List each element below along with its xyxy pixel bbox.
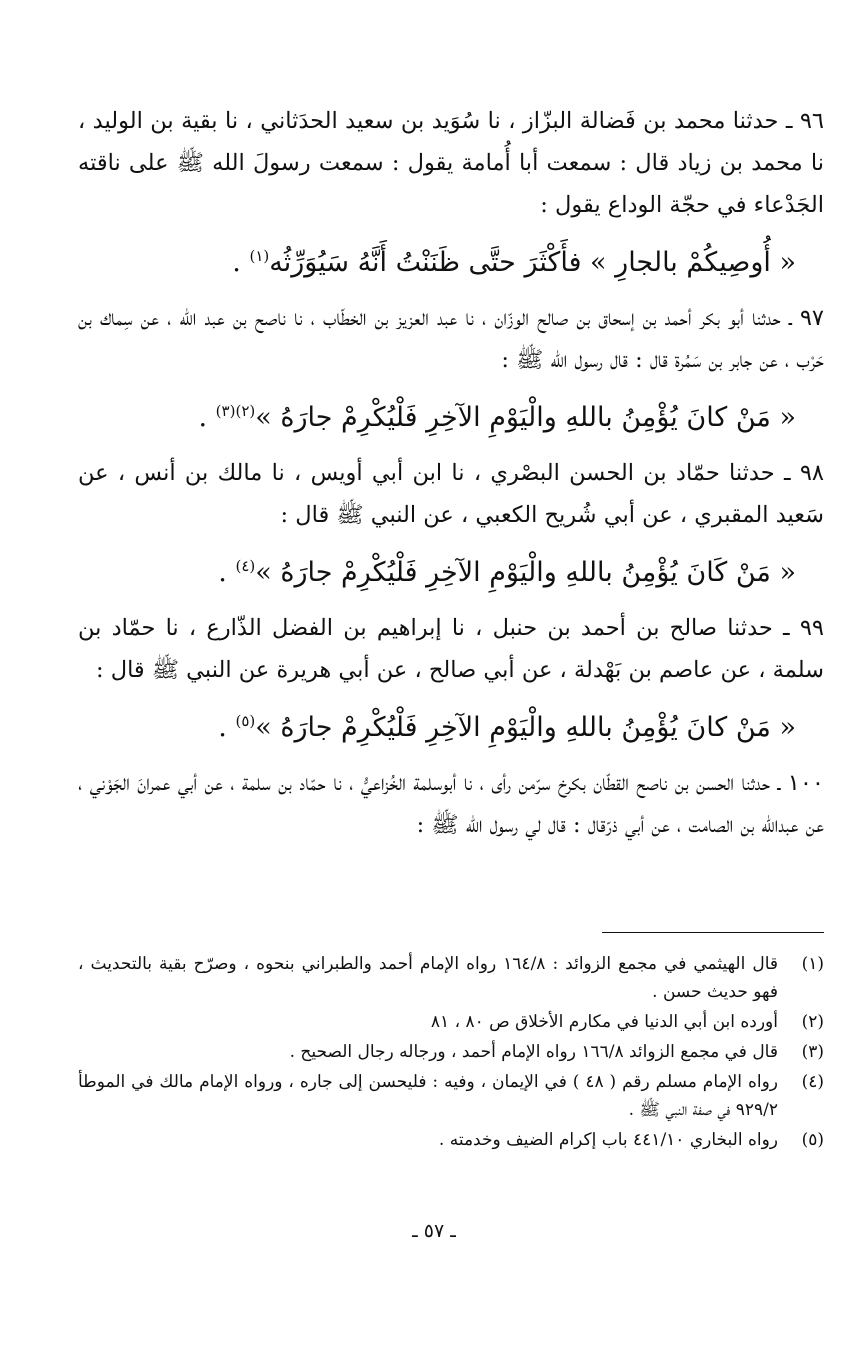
footnote-text: رواه البخاري ٤٤١/١٠ باب إكرام الضيف وخدمته . [438,1130,778,1150]
footnote-text: رواه الإمام مسلم رقم ( ٤٨ ) في الإيمان ، وفيه : فليحسن إلى جاره ، ورواه الإمام مالك في الموطأ ٩٢٩/٢ في صفة النبي ﷺ . [78,1072,778,1120]
page-number: ـ ٥٧ ـ [412,1220,456,1242]
footnote-ref: (٤) [235,557,256,575]
hadith-end: . [232,247,250,278]
footnote-1 [78,950,824,1006]
hadith-98-text [78,546,824,593]
footnote-number: (٢) [801,1012,824,1032]
hadith-end: . [198,402,216,433]
hadith-96-text [78,236,824,283]
hadith-100-chain: ١٠٠ ـ حدثنا الحسن بن ناصح القطّان بكرخ سرّمن رأى ، نا أبوسلمة الخُزاعيُّ ، نا حمّاد بن سلمة ، عن أبي عمرانَ الجَوْني ، عن عبدالله بن الصامت ، عن أبي ذرّقال : قال لي رسول الله ﷺ : [78,770,824,838]
footnote-number: (١) [801,954,824,974]
hadith-text: « مَنْ كانَ يُؤْمِنُ باللهِ والْيَوْمِ الآخِرِ فَلْيُكْرِمْ جارَهُ » [255,402,796,433]
footnote-2 [78,1008,824,1036]
footnote-ref: (٥) [235,712,256,730]
hadith-text: « أُوصِيكُمْ بالجارِ » فأَكْثَرَ حتَّى ظَنَنْتُ أَنَّهُ سَيُوَرِّثُه [269,247,796,278]
hadith-97-chain: ٩٧ ـ حدثنا أبو بكر أحمد بن إسحاق بن صالح الوزّان ، نا عبد العزيز بن الخطّاب ، نا ناصح بن عبد الله ، عن سِماك بن حَرْب ، عن جابر بن سَمُرة قال : قال رسول الله ﷺ : [78,305,824,373]
footnote-text: قال الهيثمي في مجمع الزوائد : ١٦٤/٨ رواه الإمام أحمد والطبراني بنحوه ، وصرّح بقية بالتحديث ، فهو حديث حسن . [78,954,778,1002]
footnote-4 [78,1068,824,1124]
footnote-number: (٤) [801,1072,824,1092]
footnote-number: (٥) [801,1130,824,1150]
footnote-divider [602,932,824,933]
hadith-text: « مَنْ كَانَ يُؤْمِنُ باللهِ والْيَوْمِ الآخِرِ فَلْيُكْرِمْ جارَهُ » [255,557,796,588]
hadith-96-chain: ٩٦ ـ حدثنا محمد بن فَضالة البزّاز ، نا سُوَيد بن سعيد الحدَثاني ، نا بقية بن الوليد ، نا محمد بن زياد قال : سمعت أبا أُمامة يقول : سمعت رسولَ الله ﷺ على ناقته الجَدْعاء في حجّة الوداع يقول : [78,108,824,218]
footnote-text: قال في مجمع الزوائد ١٦٦/٨ رواه الإمام أحمد ، ورجاله رجال الصحيح . [289,1042,778,1062]
hadith-98-chain: ٩٨ ـ حدثنا حمّاد بن الحسن البصْري ، نا ابن أبي أويس ، نا مالك بن أنس ، عن سَعيد المقبري ، عن أبي شُريح الكعبي ، عن النبي ﷺ قال : [78,460,824,528]
footnote-ref: (١) [249,247,270,265]
main-text [78,100,824,846]
hadith-end: . [218,712,236,743]
footnote-ref: (٢)(٣) [215,402,256,420]
hadith-text: « مَنْ كانَ يُؤْمِنُ باللهِ والْيَوْمِ الآخِرِ فَلْيُكْرِمْ جارَهُ » [255,712,796,743]
hadith-99-text [78,701,824,748]
hadith-99-chain: ٩٩ ـ حدثنا صالح بن أحمد بن حنبل ، نا إبراهيم بن الفضل الذّارع ، نا حمّاد بن سلمة ، عن عاصم بن بَهْدلة ، عن أبي صالح ، عن أبي هريرة عن النبي ﷺ قال : [78,615,824,683]
footnote-5 [78,1126,824,1154]
footnote-number: (٣) [801,1042,824,1062]
footnotes [78,950,824,1156]
footnote-3 [78,1038,824,1066]
hadith-end: . [218,557,236,588]
hadith-97-text [78,391,824,438]
footnote-text: أورده ابن أبي الدنيا في مكارم الأخلاق ص ٨٠ ، ٨١ [430,1012,778,1032]
